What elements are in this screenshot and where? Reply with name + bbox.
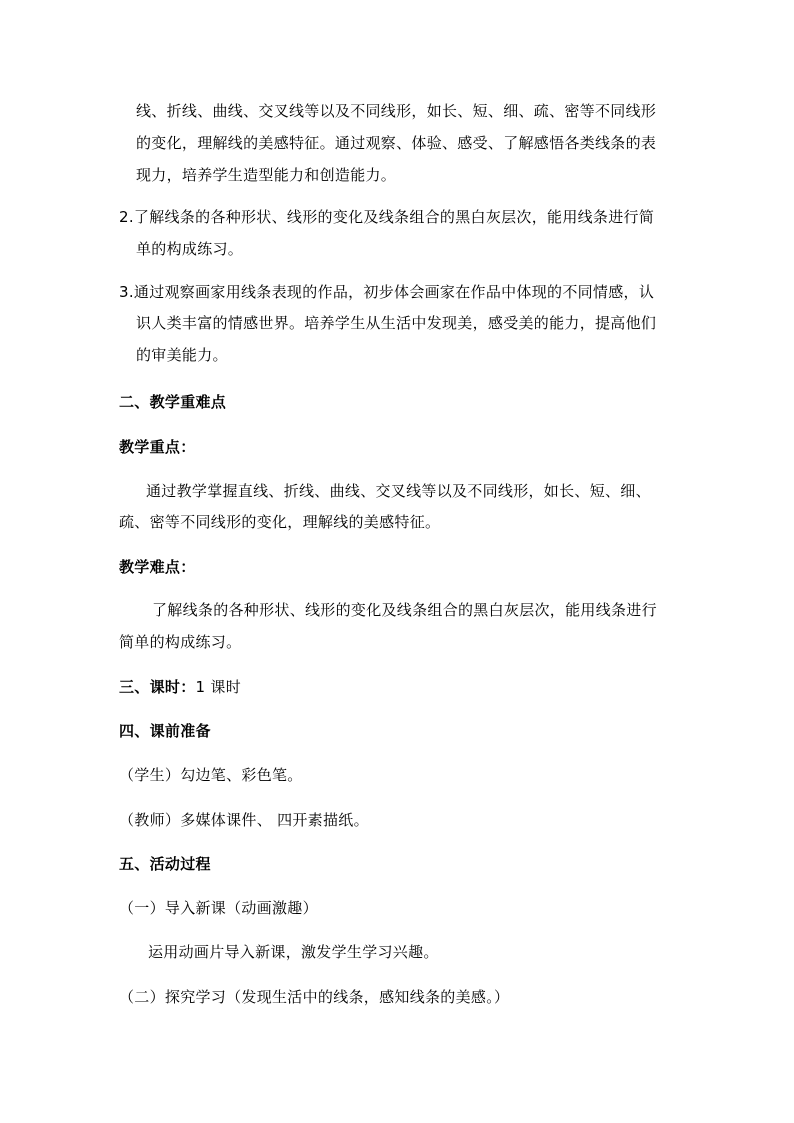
section-5-heading: 五、活动过程 <box>119 855 211 873</box>
objective-1-line-3: 现力，培养学生造型能力和创造能力。 <box>136 166 397 184</box>
student-materials: （学生）勾边笔、彩色笔。 <box>119 766 303 784</box>
key-points-line-2: 疏、密等不同线形的变化，理解线的美感特征。 <box>119 513 441 531</box>
objective-2-line-1: 2.了解线条的各种形状、线形的变化及线条组合的黑白灰层次，能用线条进行简 <box>119 208 655 226</box>
section-4-heading: 四、课前准备 <box>119 722 211 740</box>
difficult-points-line-2: 简单的构成练习。 <box>119 633 242 651</box>
objective-1-line-2: 的变化，理解线的美感特征。通过观察、体验、感受、了解感悟各类线条的表 <box>136 134 657 152</box>
key-points-line-1: 通过教学掌握直线、折线、曲线、交叉线等以及不同线形，如长、短、细、 <box>146 482 651 500</box>
objective-3-line-3: 的审美能力。 <box>136 346 228 364</box>
section-3-heading: 三、课时： <box>119 678 196 696</box>
step-1-text: 运用动画片导入新课，激发学生学习兴趣。 <box>148 943 439 961</box>
difficult-points-label: 教学难点： <box>119 558 196 576</box>
objective-3-line-1: 3.通过观察画家用线条表现的作品，初步体会画家在作品中体现的不同情感，认 <box>119 283 655 301</box>
step-2-title: （二）探究学习（发现生活中的线条，感知线条的美感。） <box>119 988 510 1006</box>
objective-1-line-1: 线、折线、曲线、交叉线等以及不同线形，如长、短、细、疏、密等不同线形 <box>136 102 657 120</box>
difficult-points-line-1: 了解线条的各种形状、线形的变化及线条组合的黑白灰层次，能用线条进行 <box>152 601 657 619</box>
key-points-label: 教学重点： <box>119 438 196 456</box>
teacher-materials: （教师）多媒体课件、 四开素描纸。 <box>119 811 369 829</box>
lesson-count: 1 课时 <box>195 678 242 696</box>
step-1-title: （一）导入新课（动画激趣） <box>119 899 318 917</box>
objective-2-line-2: 单的构成练习。 <box>136 240 244 258</box>
objective-3-line-2: 识人类丰富的情感世界。培养学生从生活中发现美，感受美的能力，提高他们 <box>136 314 657 332</box>
section-3-row <box>119 677 241 697</box>
section-2-heading: 二、教学重难点 <box>119 393 227 411</box>
